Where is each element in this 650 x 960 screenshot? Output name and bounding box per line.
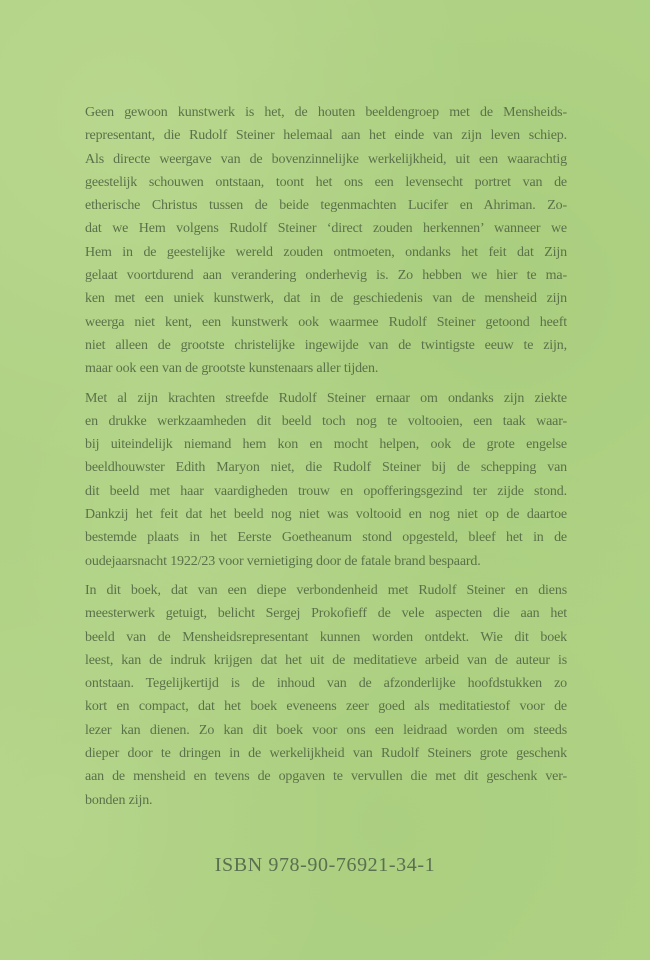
text-line: ken met een uniek kunstwerk, dat in de geschiedenis van de mensheid zijn [85,291,567,307]
text-line: beeldhouwster Edith Maryon niet, die Rudolf Steiner bij de schepping van [85,460,567,476]
paragraph [85,387,567,573]
text-line: lezer kan dienen. Zo kan dit boek voor ons een leidraad worden om steeds [85,722,567,738]
text-line: bestemde plaats in het Eerste Goetheanum stond opgesteld, bleef het in de [85,530,567,546]
text-line: representant, die Rudolf Steiner helemaal aan het einde van zijn leven schiep. [85,128,567,144]
paragraph [85,101,567,381]
text-line: Met al zijn krachten streefde Rudolf Steiner ernaar om ondanks zijn ziekte [85,390,567,406]
text-line: aan de mensheid en tevens de opgaven te vervullen die met dit geschenk ver- [85,769,567,785]
text-line: niet alleen de grootste christelijke ingewijde van de twintigste eeuw te zijn, [85,337,567,353]
text-line: bij uiteindelijk niemand hem kon en mocht helpen, ook de grote engelse [85,437,567,453]
text-line: leest, kan de indruk krijgen dat het uit de meditatieve arbeid van de auteur is [85,652,567,668]
text-line: dat we Hem volgens Rudolf Steiner ‘direct zouden herkennen’ wanneer we [85,221,567,237]
text-line: ontstaan. Tegelijkertijd is de inhoud van de afzonderlijke hoofdstukken zo [85,676,567,692]
text-line: en drukke werkzaamheden dit beeld toch nog te voltooien, een taak waar- [85,413,567,429]
text-line: Hem in de geestelijke wereld zouden ontmoeten, ondanks het feit dat Zijn [85,244,567,260]
text-line: geestelijk schouwen ontstaan, toont het ons een levensecht portret van de [85,174,567,190]
text-line: Als directe weergave van de bovenzinnelijke werkelijkheid, uit een waarachtig [85,151,567,167]
isbn-text: ISBN 978-90-76921-34-1 [214,853,436,876]
text-line: meesterwerk getuigt, belicht Sergej Prokofieff de vele aspecten die aan het [85,606,567,622]
text-line: In dit boek, dat van een diepe verbondenheid met Rudolf Steiner en diens [85,582,567,598]
text-line: dit beeld met haar vaardigheden trouw en opofferingsgezind ter zijde stond. [85,483,567,499]
paragraph [85,579,567,812]
text-line: beeld van de Mensheidsrepresentant kunnen worden ontdekt. Wie dit boek [85,629,567,645]
text-line: gelaat voortdurend aan verandering onderhevig is. Zo hebben we hier te ma- [85,268,567,284]
text-line: Dankzij het feit dat het beeld nog niet was voltooid en nog niet op de daartoe [85,507,567,523]
text-line: Geen gewoon kunstwerk is het, de houten beeldengroep met de Mensheids- [85,105,567,120]
text-line: bonden zijn. [85,792,153,808]
text-line: etherische Christus tussen de beide tegenmachten Lucifer en Ahriman. Zo- [85,198,567,214]
text-line: weerga niet kent, een kunstwerk ook waarmee Rudolf Steiner getoond heeft [85,314,567,330]
text-line: dieper door te dringen in de werkelijkheid van Rudolf Steiners grote geschenk [85,746,567,762]
text-line: maar ook een van de grootste kunstenaars aller tijden. [85,361,379,377]
text-line: kort en compact, dat het boek eveneens zeer goed als meditatiestof voor de [85,699,567,715]
text-line: oudejaarsnacht 1922/23 voor vernietiging door de fatale brand bespaard. [85,553,481,569]
